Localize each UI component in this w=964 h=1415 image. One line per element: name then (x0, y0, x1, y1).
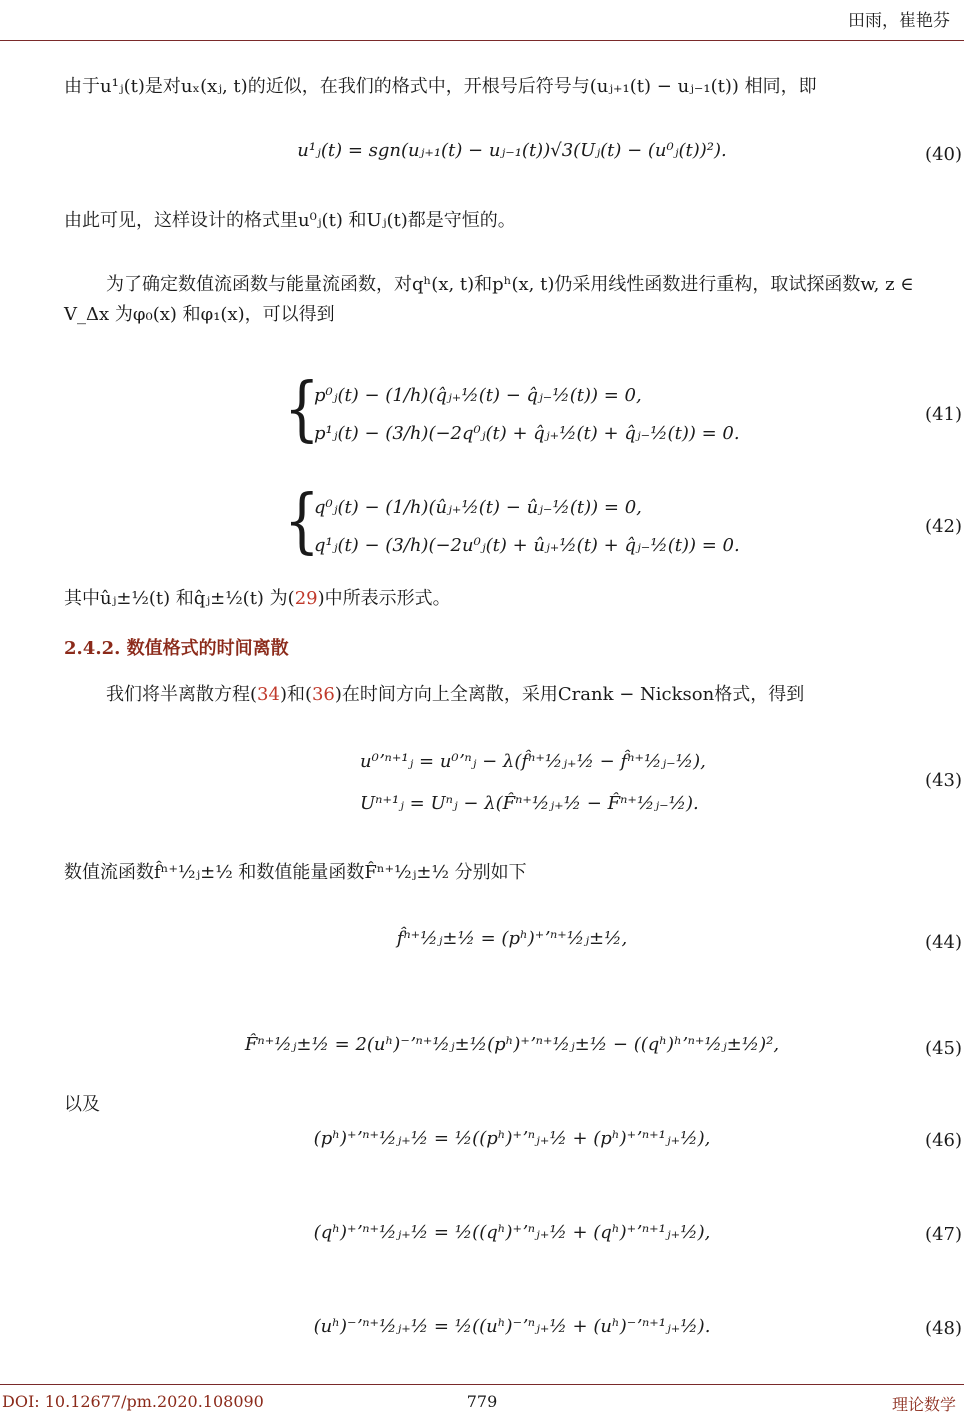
equation-43-line-1: u⁰ʼⁿ⁺¹ⱼ = u⁰ʼⁿⱼ − λ(f̂ⁿ⁺½ⱼ₊½ − f̂ⁿ⁺½ⱼ₋½), (360, 751, 706, 772)
equation-number-45: (45) (925, 1038, 962, 1059)
equation-45 (60, 1034, 964, 1055)
left-brace: { (284, 368, 320, 450)
paragraph-5-text-end: )在时间方向上全离散，采用Crank − Nickson格式，得到 (334, 684, 805, 705)
equation-number-43: (43) (925, 770, 962, 791)
paragraph-4-text: 其中ûⱼ±½(t) 和q̂ⱼ±½(t) 为( (64, 588, 295, 609)
paragraph-5 (64, 680, 964, 710)
equation-46-body: (pʰ)⁺ʼⁿ⁺½ⱼ₊½ = ½((pʰ)⁺ʼⁿⱼ₊½ + (pʰ)⁺ʼⁿ⁺¹ⱼ₊½), (313, 1128, 711, 1149)
page-number: 779 (466, 1392, 498, 1411)
equation-47 (60, 1222, 964, 1243)
equation-46 (60, 1128, 964, 1149)
reference-link-36[interactable]: 36 (311, 684, 335, 705)
footer-divider (0, 1384, 964, 1385)
doi-link[interactable]: DOI: 10.12677/pm.2020.108090 (2, 1392, 264, 1411)
paragraph-5-text-mid: )和( (279, 684, 312, 705)
equation-44-body: f̂ⁿ⁺½ⱼ±½ = (pʰ)⁺ʼⁿ⁺½ⱼ±½, (396, 928, 628, 949)
equation-number-47: (47) (925, 1224, 962, 1245)
equation-43-line-2: Uⁿ⁺¹ⱼ = Uⁿⱼ − λ(F̂ⁿ⁺½ⱼ₊½ − F̂ⁿ⁺½ⱼ₋½). (360, 793, 699, 814)
equation-number-46: (46) (925, 1130, 962, 1151)
section-heading: 2.4.2. 数值格式的时间离散 (64, 638, 289, 659)
equation-40 (60, 140, 964, 161)
equation-43 (360, 744, 820, 822)
equation-number-48: (48) (925, 1318, 962, 1339)
equation-number-41: (41) (925, 404, 962, 425)
equation-48 (60, 1316, 964, 1337)
header-divider (0, 40, 964, 41)
equation-42-line-1: q⁰ⱼ(t) − (1/h)(ûⱼ₊½(t) − ûⱼ₋½(t)) = 0, (314, 497, 642, 518)
equation-number-40: (40) (925, 144, 962, 165)
paragraph-5-text: 我们将半离散方程( (106, 684, 258, 705)
equation-41-line-2: p¹ⱼ(t) − (3/h)(−2q⁰ⱼ(t) + q̂ⱼ₊½(t) + q̂ⱼ₋½(t)) = 0. (314, 423, 740, 444)
equation-44 (60, 928, 964, 949)
left-brace: { (284, 480, 320, 562)
paragraph-4-text-end: )中所表示形式。 (317, 588, 451, 609)
equation-number-44: (44) (925, 932, 962, 953)
paragraph-4 (64, 584, 964, 614)
equation-47-body: (qʰ)⁺ʼⁿ⁺½ⱼ₊½ = ½((qʰ)⁺ʼⁿⱼ₊½ + (qʰ)⁺ʼⁿ⁺¹ⱼ₊½), (313, 1222, 711, 1243)
reference-link-29[interactable]: 29 (294, 588, 318, 609)
equation-42-line-2: q¹ⱼ(t) − (3/h)(−2u⁰ⱼ(t) + ûⱼ₊½(t) + q̂ⱼ₋½(t)) = 0. (314, 535, 740, 556)
equation-40-body: u¹ⱼ(t) = sgn(uⱼ₊₁(t) − uⱼ₋₁(t))√3(Uⱼ(t) − (u⁰ⱼ(t))²). (297, 140, 727, 161)
paragraph-6: 数值流函数f̂ⁿ⁺½ⱼ±½ 和数值能量函数F̂ⁿ⁺½ⱼ±½ 分别如下 (64, 862, 527, 883)
equation-number-42: (42) (925, 516, 962, 537)
paragraph-7: 以及 (64, 1094, 100, 1115)
journal-name[interactable]: 理论数学 (891, 1395, 956, 1414)
reference-link-34[interactable]: 34 (257, 684, 280, 705)
equation-48-body: (uʰ)⁻ʼⁿ⁺½ⱼ₊½ = ½((uʰ)⁻ʼⁿⱼ₊½ + (uʰ)⁻ʼⁿ⁺¹ⱼ₊½). (313, 1316, 711, 1337)
paragraph-1: 由于u¹ⱼ(t)是对uₓ(xⱼ, t)的近似，在我们的格式中，开根号后符号与(uⱼ₊₁(t) − uⱼ₋₁(t)) 相同，即 (64, 76, 817, 97)
paragraph-2: 由此可见，这样设计的格式里u⁰ⱼ(t) 和Uⱼ(t)都是守恒的。 (64, 210, 516, 231)
equation-41-line-1: p⁰ⱼ(t) − (1/h)(q̂ⱼ₊½(t) − q̂ⱼ₋½(t)) = 0, (314, 385, 642, 406)
equation-45-body: F̂ⁿ⁺½ⱼ±½ = 2(uʰ)⁻ʼⁿ⁺½ⱼ±½(pʰ)⁺ʼⁿ⁺½ⱼ±½ − ((qʰ)ʰʼⁿ⁺½ⱼ±½)², (244, 1034, 780, 1055)
paragraph-3: 为了确定数值流函数与能量流函数，对qʰ(x, t)和pʰ(x, t)仍采用线性函数进行重构，取试探函数w, z ∈ V_Δx 为φ₀(x) 和φ₁(x)，可以得到 (64, 274, 914, 325)
running-head-authors: 田雨，崔艳芬 (848, 11, 950, 31)
